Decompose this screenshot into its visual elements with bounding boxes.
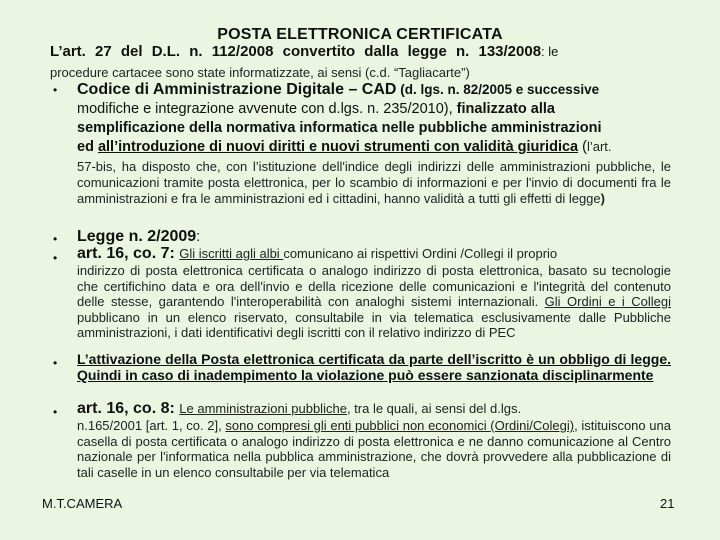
cad-line-2-bold: finalizzato alla [452,101,555,117]
art16-co8-lead: , tra le quali, ai sensi del d.lgs. [346,401,522,416]
list-item-art16-co8 [77,400,671,480]
art16-co8-underlined-2: sono compresi gli enti pubblici non economici (Ordini/Colegi) [225,418,575,433]
page-number: 21 [660,496,675,511]
art16-co7-label: art. 16, co. 7: [77,245,175,262]
art16-co8-body-2: , istituiscono una casella di posta certificata o analogo indirizzo di posta elettronica e ne danno comunicazione al Centro nazionale per l'informatica nella pubblica amministrazione, che dovrà provvedere alla pubblicazione di tali caselle in un elenco consultabile per via telematica [77,418,671,480]
art16-co7-body-1: indirizzo di posta elettronica certificata o analogo indirizzo di posta elettronica, basato su tecnologie che certifichino data e ora dell'invio e della ricezione delle comunicazioni e l'integrità del contenuto delle stesse, garantendo l'interoperabilità con analoghi sistemi internazionali. [77,263,671,310]
bullet-art16-co7: • [53,251,58,265]
cad-line-4a: ed [77,139,98,155]
art16-co7-underlined-2: Gli Ordini e i Collegi [544,294,672,310]
art16-co8-underlined: Le amministrazioni pubbliche [179,401,347,416]
art16-co8-body-1: n.165/2001 [art. 1, co. 2], [77,418,226,433]
law-reference-rest: : le [541,44,559,59]
bullet-cad: • [53,83,58,97]
footer-author: M.T.CAMERA [42,496,123,511]
art16-co7-lead: comunicano ai rispettivi Ordini /Collegi il proprio [283,246,558,261]
cad-body: 57-bis, ha disposto che, con l’istituzione dell'indice degli indirizzi delle amministrazioni pubbliche, le comunicazioni tramite posta elettronica, per lo scambio di informazioni e per l'invio di documenti fra le amministrazioni e fra le amministrazioni ed i cittadini, hanno validità a tutti gli effetti di legge [77,159,671,206]
law-reference-line [50,43,672,60]
cad-line-3: semplificazione della normativa informatica nelle pubbliche amministrazioni [77,120,602,136]
bullet-art16-co8: • [53,405,58,419]
legge-colon: : [196,229,201,245]
page-title: POSTA ELETTRONICA CERTIFICATA [217,26,503,43]
cad-line-4b: ( [578,139,587,155]
cad-line-4-small: l’art. [586,139,612,154]
bullet-legge: • [53,232,58,246]
cad-heading: Codice di Amministrazione Digitale – CAD [77,81,397,98]
list-item-cad [77,80,671,207]
art16-co8-label: art. 16, co. 8: [77,400,175,417]
legge-label: Legge n. 2/2009 [77,228,197,245]
intro-text: procedure cartacee sono state informatizzate, ai sensi (c.d. “Tagliacarte”) [50,65,470,80]
cad-body-end: ) [600,191,605,206]
law-reference: L’art. 27 del D.L. n. 112/2008 convertito dalla legge n. 133/2008 [50,43,542,60]
cad-heading-rest: (d. lgs. n. 82/2005 e successive [396,82,600,97]
art16-co7-body-2: pubblicano in un elenco riservato, consultabile in via telematica esclusivamente dalle Pubbliche amministrazioni, i dati identificativi degli iscritti con il relativo indirizzo di PEC [77,309,671,341]
art16-co7-underlined: Gli iscritti agli albi [179,246,284,261]
cad-line-2: modifiche e integrazione avvenute con d.lgs. n. 235/2010), [77,101,453,117]
attivazione-text: L’attivazione della Posta elettronica certificata da parte dell’iscritto è un obbligo di legge. Quindi in caso di inadempimento la violazione può essere sanzionata disciplinarmente [77,351,671,383]
list-item-attivazione [77,352,671,383]
list-item-art16-co7 [77,245,671,341]
bullet-attivazione: • [53,356,58,370]
cad-line-4-underlined: all’introduzione di nuovi diritti e nuovi strumenti con validità giuridica [97,139,579,155]
